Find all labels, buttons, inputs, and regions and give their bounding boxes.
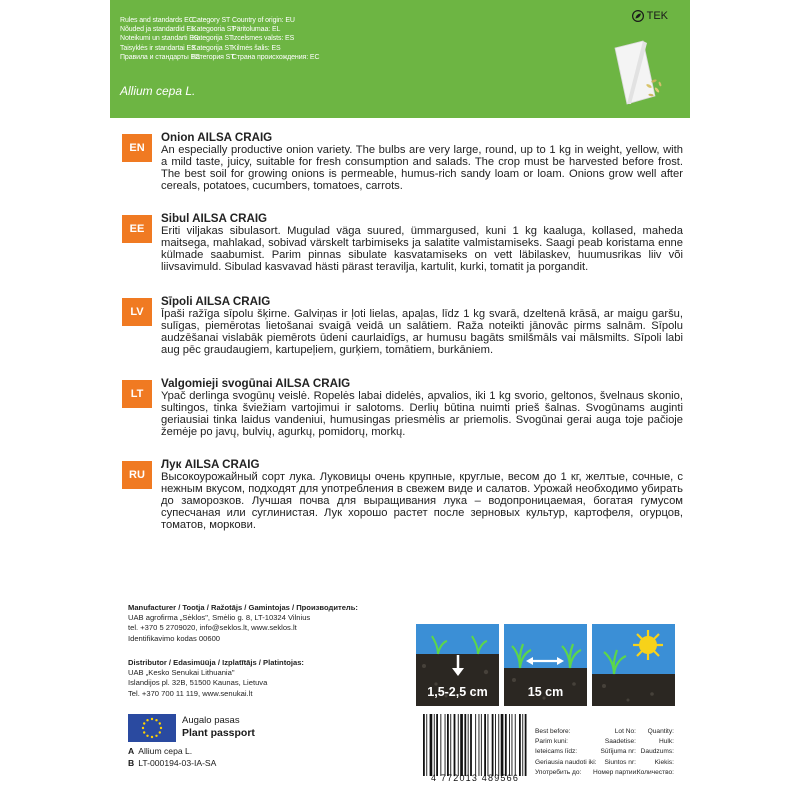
rules-line: Rules and standards EC bbox=[120, 17, 194, 24]
barcode-bar bbox=[440, 714, 441, 776]
manufacturer-line: Identifikavimo kodas 00600 bbox=[128, 633, 221, 643]
sun-icon bbox=[592, 624, 675, 706]
info-label: Ieteicams līdz: bbox=[535, 748, 578, 756]
section-title: Sibul AILSA CRAIG bbox=[161, 212, 268, 225]
latin-name: Allium cepa L. bbox=[120, 84, 196, 98]
passport-line-lt: Augalo pasas bbox=[182, 715, 240, 726]
seed-packet-back bbox=[110, 0, 690, 800]
section-title: Sīpoli AILSA CRAIG bbox=[161, 295, 271, 308]
header-band bbox=[110, 0, 690, 118]
category-line: Kategorija ST bbox=[192, 35, 234, 43]
section-body: Ypač derlinga svogūnų veislė. Ropelės labai didelės, apvalios, iki 1 kg svorio, geltonos, švelnaus skonio, sultingos, tinka šviežiam vartojimui ir salotoms. Derlių būtina nuimti prieš šalnas. Svogūnams auginti geriausiai tinka laidus vandeniui, humusingas priesmėlis ar priemolis. Svogūnai gerai auga toje pačioje žemėje po javų, bulvių, agurkų, pomidorų, morkų. bbox=[161, 390, 683, 439]
brand-logo bbox=[632, 10, 668, 22]
language-badge: LV bbox=[122, 298, 152, 326]
section-title: Onion AILSA CRAIG bbox=[161, 131, 273, 144]
category-line: Category ST bbox=[192, 17, 231, 24]
info-label: Best before: bbox=[535, 728, 571, 735]
info-label: Lot No: bbox=[614, 728, 636, 735]
manufacturer-block bbox=[128, 603, 428, 644]
manufacturer-line: tel. +370 5 2709020, info@seklos.lt, www.seklos.lt bbox=[128, 623, 297, 633]
section-title: Лук AILSA CRAIG bbox=[161, 458, 260, 471]
barcode-bar bbox=[423, 714, 425, 776]
passport-b-value: LT-000194-03-IA-SA bbox=[138, 758, 217, 768]
barcode-bar bbox=[501, 714, 504, 776]
barcode-bar bbox=[505, 714, 507, 776]
language-badge: RU bbox=[122, 461, 152, 489]
barcode-bar bbox=[509, 714, 510, 776]
distributor-block bbox=[128, 658, 428, 699]
sowing-depth-pictogram bbox=[416, 624, 499, 706]
barcode-bar bbox=[458, 714, 459, 776]
origin-line: Country of origin: EU bbox=[232, 17, 295, 24]
rules-line: Taisyklės ir standartai ES bbox=[120, 44, 196, 52]
category-line: Категория ST bbox=[192, 53, 235, 61]
barcode-bar bbox=[445, 714, 446, 776]
distributor-line: UAB „Kesko Senukai Lithuania" bbox=[128, 668, 235, 678]
barcode-bar bbox=[488, 714, 489, 776]
language-badge: LT bbox=[122, 380, 152, 408]
passport-line-en: Plant passport bbox=[182, 727, 255, 739]
info-label: Количество: bbox=[636, 768, 674, 776]
info-label: Saadetise: bbox=[604, 738, 636, 746]
origin-column bbox=[232, 16, 319, 62]
origin-line: Päritolumaa: EL bbox=[232, 26, 281, 34]
barcode-bar bbox=[426, 714, 427, 776]
info-label: Номер партии: bbox=[593, 768, 639, 776]
category-line: Kategorija ST bbox=[192, 44, 234, 52]
passport-a-label: A bbox=[128, 746, 135, 756]
rules-standards-column bbox=[120, 16, 200, 62]
barcode-bar bbox=[454, 714, 456, 776]
passport-a-value: Allium cepa L. bbox=[138, 746, 193, 756]
distributor-heading: Distributor / Edasimüüja / Izplatītājs / Platintojas: bbox=[128, 658, 304, 667]
origin-line: Izcelsmes valsts: ES bbox=[232, 35, 295, 43]
origin-line: Страна происхождения: ЕС bbox=[232, 53, 320, 61]
rules-line: Noteikumi un standarti ES bbox=[120, 35, 199, 43]
plant-spacing-label: 15 cm bbox=[527, 685, 564, 699]
distributor-line: Tel. +370 700 11 119, www.senukai.lt bbox=[128, 688, 253, 698]
barcode-bar bbox=[515, 714, 516, 776]
passport-details bbox=[128, 745, 216, 769]
passport-b-label: B bbox=[128, 758, 135, 768]
plant-spacing-pictogram bbox=[504, 624, 587, 706]
manufacturer-line: UAB agrofirma „Sėklos", Smėlio g. 8, LT-10324 Vilnius bbox=[128, 613, 311, 623]
barcode-bar bbox=[434, 714, 435, 776]
distributor-line: Islandijos pl. 32B, 51500 Kaunas, Lietuva bbox=[128, 678, 268, 688]
barcode-bar bbox=[479, 714, 480, 776]
rules-line: Правила и стандарты ЕС bbox=[120, 53, 201, 61]
barcode-bar bbox=[498, 714, 499, 776]
rules-line: Nõuded ja standardid EL bbox=[120, 26, 195, 34]
lot-number-column bbox=[593, 727, 639, 778]
barcode-bar bbox=[460, 714, 463, 776]
seed-packet-icon bbox=[607, 38, 667, 108]
barcode-bar bbox=[495, 714, 496, 776]
manufacturer-heading: Manufacturer / Tootja / Ražotājs / Gamintojas / Производитель: bbox=[128, 603, 358, 612]
section-body: Īpaši ražīga sīpolu šķirne. Galviņas ir ļoti lielas, apaļas, līdz 1 kg svarā, dzeltenā krāsā, ar maigu garšu, sulīgas, piemērotas lietošanai svaigā veidā un salātiem. Raža noteikti jānovāc pirms salnām. Sīpolu audzēšanai vislabāk piemērots ūdeni caurlaidīgs, ar humusu bagāts smilšmāls vai mālsmilts. Sīpoli labi aug pēc graudaugiem, kartupeļiem, gurķiem, tomātiem, burkāniem. bbox=[161, 308, 683, 357]
info-label: Quantity: bbox=[647, 728, 674, 735]
section-body: Eriti viljakas sibulasort. Mugulad väga suured, ümmargused, kuni 1 kg kaaluga, kollased, maheda maitsega, mahlakad, sobivad värskelt tarbimiseks ja salatite valmistamiseks. Saagi peab koristama enne külmade saabumist. Parim pinnas sibulate kasvatamiseks on vett läbilaskev, huumusrikas liiv või liivsavimuld. Sibulad kasvavad hästi pärast teravilja, kartulit, kurki, tomatit ja porgandit. bbox=[161, 225, 683, 274]
category-column bbox=[192, 16, 235, 62]
info-label: Hulk: bbox=[658, 738, 674, 746]
info-label: Sūtījuma nr: bbox=[600, 748, 636, 756]
section-title: Valgomieji svogūnai AILSA CRAIG bbox=[161, 377, 351, 390]
barcode-bar bbox=[475, 714, 476, 776]
info-label: Daudzums: bbox=[640, 748, 674, 756]
barcode-bar bbox=[447, 714, 449, 776]
sowing-depth-label: 1,5-2,5 cm bbox=[427, 685, 488, 699]
barcode-bar bbox=[468, 714, 469, 776]
info-label: Употребить до: bbox=[535, 768, 582, 776]
sunlight-pictogram bbox=[592, 624, 675, 706]
barcode-bar bbox=[464, 714, 466, 776]
barcode-bar bbox=[450, 714, 451, 776]
barcode-bar bbox=[522, 714, 523, 776]
plant-passport-title bbox=[182, 714, 255, 740]
barcode-bar bbox=[481, 714, 482, 776]
info-label: Siuntos nr: bbox=[604, 758, 636, 766]
best-before-column bbox=[535, 727, 597, 778]
origin-line: Kilmės šalis: ES bbox=[232, 44, 281, 52]
language-badge: EE bbox=[122, 215, 152, 243]
info-label: Geriausia naudoti iki: bbox=[535, 758, 597, 766]
leaf-icon bbox=[632, 10, 644, 22]
barcode-bar bbox=[484, 714, 486, 776]
barcode-bar bbox=[512, 714, 513, 776]
section-body: Высокоурожайный сорт лука. Луковицы очень крупные, круглые, весом до 1 кг, желтые, сочные, с нежным вкусом, подходят для употребления в свежем виде и салатов. Урожай необходимо убирать до заморозков. Лучшая почва для выращивания лука – водопроницаемая, богатая гумусом супесчаная или суглинистая. Лук хорошо растет после зерновых культур, картофеля, огурцов, томатов, моркови. bbox=[161, 471, 683, 532]
barcode-number: 4 772013 489566 bbox=[430, 773, 520, 783]
brand-name: TEK bbox=[646, 10, 668, 22]
info-label: Kiekis: bbox=[654, 758, 674, 766]
barcode-bar bbox=[470, 714, 472, 776]
barcode-bar bbox=[436, 714, 438, 776]
category-line: Kategooria ST bbox=[192, 26, 236, 34]
barcode-bar bbox=[519, 714, 521, 776]
quantity-column bbox=[634, 727, 674, 778]
language-badge: EN bbox=[122, 134, 152, 162]
eu-flag-icon bbox=[128, 714, 176, 742]
section-body: An especially productive onion variety. The bulbs are very large, round, up to 1 kg in weight, yellow, with a mild taste, juicy, suitable for fresh consumption and salads. The crop must be harvested before frost. The best soil for growing onions is permeable, humus-rich sandy loam or loam. Onions grow well after cereals, potatoes, cucumbers, tomatoes, carrots. bbox=[161, 144, 683, 193]
barcode-bar bbox=[430, 714, 433, 776]
barcode-bar bbox=[525, 714, 527, 776]
barcode-bar bbox=[492, 714, 494, 776]
info-label: Parim kuni: bbox=[535, 738, 568, 746]
